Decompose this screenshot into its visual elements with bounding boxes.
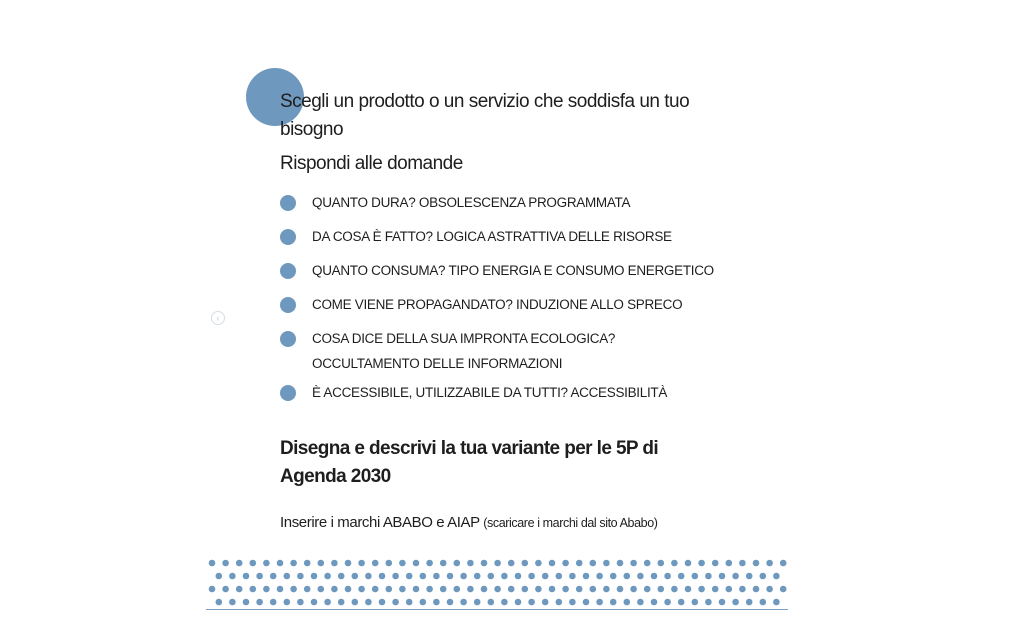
- pattern-dot: [644, 586, 651, 593]
- pattern-dot: [528, 599, 535, 606]
- pattern-dot: [433, 573, 440, 580]
- pattern-dot: [664, 599, 671, 606]
- pattern-dot: [311, 599, 318, 606]
- pattern-dot: [216, 573, 223, 580]
- pattern-dot: [474, 599, 481, 606]
- list-item: [280, 326, 672, 376]
- note-main: Inserire i marchi ABABO e AIAP: [280, 514, 484, 531]
- pattern-dot: [352, 573, 359, 580]
- pattern-dot: [263, 586, 270, 593]
- pattern-dot: [508, 560, 515, 567]
- pattern-dot: [447, 573, 454, 580]
- pattern-dot: [590, 560, 597, 567]
- pattern-dot: [440, 586, 447, 593]
- pattern-dot: [644, 560, 651, 567]
- pattern-dot: [569, 573, 576, 580]
- pattern-dot: [481, 586, 488, 593]
- pattern-dot: [406, 573, 413, 580]
- pattern-dot: [698, 586, 705, 593]
- pattern-dot: [440, 560, 447, 567]
- divider: [206, 609, 788, 610]
- pattern-dot: [236, 586, 243, 593]
- answer-text: TIPO ENERGIA E CONSUMO ENERGETICO: [445, 263, 714, 278]
- answer-text: OBSOLESCENZA PROGRAMMATA: [415, 195, 631, 210]
- pattern-dot: [515, 573, 522, 580]
- subtitle: Rispondi alle domande: [280, 153, 463, 174]
- pattern-dot: [494, 560, 501, 567]
- pattern-dot: [250, 586, 257, 593]
- pattern-dot: [685, 560, 692, 567]
- pattern-dot: [780, 586, 787, 593]
- pattern-dot: [284, 599, 291, 606]
- answer-text: LOGICA ASTRATTIVA DELLE RISORSE: [432, 229, 672, 244]
- bullet-icon: [280, 263, 296, 279]
- list-item: [280, 190, 760, 215]
- pattern-dot: [549, 560, 556, 567]
- question-text: QUANTO DURA?: [312, 195, 416, 210]
- pattern-dot: [222, 586, 229, 593]
- pattern-dot: [698, 560, 705, 567]
- pattern-dot: [460, 599, 467, 606]
- pattern-dot: [773, 599, 780, 606]
- pattern-dot: [386, 586, 393, 593]
- pattern-dot: [624, 573, 631, 580]
- page-title: Scegli un prodotto o un servizio che soddisfa un tuo bisogno: [280, 91, 690, 140]
- list-item: [280, 224, 760, 249]
- pattern-dot: [454, 560, 461, 567]
- pattern-dot: [590, 586, 597, 593]
- pattern-dot: [569, 599, 576, 606]
- pattern-dot: [338, 599, 345, 606]
- pattern-dot: [760, 599, 767, 606]
- pattern-dot: [501, 599, 508, 606]
- bullet-icon: [280, 297, 296, 313]
- pattern-dot: [678, 573, 685, 580]
- answer-text: OCCULTAMENTO DELLE INFORMAZIONI: [312, 356, 563, 371]
- list-item: [280, 292, 760, 317]
- pattern-dot: [671, 586, 678, 593]
- note-small: (scaricare i marchi dal sito Ababo): [483, 516, 658, 530]
- pattern-dot: [610, 573, 617, 580]
- pattern-dot: [209, 586, 216, 593]
- pattern-dot: [746, 599, 753, 606]
- question-text: È ACCESSIBILE, UTILIZZABILE DA TUTTI?: [312, 385, 568, 400]
- pattern-dot: [596, 573, 603, 580]
- bullet-icon: [280, 385, 296, 401]
- pattern-dot: [399, 560, 406, 567]
- pattern-dot: [488, 599, 495, 606]
- pattern-dot: [379, 573, 386, 580]
- pattern-dot: [229, 599, 236, 606]
- pattern-dot: [297, 573, 304, 580]
- pattern-dot: [692, 599, 699, 606]
- note-text: [280, 511, 658, 535]
- pattern-dot: [651, 599, 658, 606]
- pattern-dot: [338, 573, 345, 580]
- pattern-dot: [406, 599, 413, 606]
- pattern-dot: [562, 586, 569, 593]
- pattern-dot: [250, 560, 257, 567]
- pattern-dot: [603, 586, 610, 593]
- dots-pattern: [206, 557, 788, 607]
- pattern-dot: [433, 599, 440, 606]
- pattern-dot: [318, 560, 325, 567]
- pattern-dot: [753, 586, 760, 593]
- pattern-dot: [318, 586, 325, 593]
- pattern-dot: [447, 599, 454, 606]
- pattern-dot: [556, 599, 563, 606]
- pattern-dot: [664, 573, 671, 580]
- pattern-dot: [413, 560, 420, 567]
- pattern-dot: [637, 599, 644, 606]
- pattern-dot: [739, 560, 746, 567]
- question-text: COME VIENE PROPAGANDATO?: [312, 297, 513, 312]
- pattern-dot: [358, 586, 365, 593]
- pattern-dot: [311, 573, 318, 580]
- pattern-dot: [712, 586, 719, 593]
- pattern-dot: [773, 573, 780, 580]
- pattern-dot: [263, 560, 270, 567]
- pattern-dot: [760, 573, 767, 580]
- pattern-dot: [372, 586, 379, 593]
- pattern-dot: [256, 573, 263, 580]
- pattern-dot: [780, 560, 787, 567]
- pattern-dot: [290, 586, 297, 593]
- pattern-dot: [358, 560, 365, 567]
- pattern-dot: [522, 560, 529, 567]
- pattern-dot: [739, 586, 746, 593]
- pattern-dot: [454, 586, 461, 593]
- pattern-dot: [474, 573, 481, 580]
- pattern-dot: [542, 573, 549, 580]
- pattern-dot: [705, 573, 712, 580]
- pattern-dot: [678, 599, 685, 606]
- pattern-dot: [426, 560, 433, 567]
- list-item: [280, 258, 760, 283]
- pattern-dot: [562, 560, 569, 567]
- pattern-dot: [583, 599, 590, 606]
- pattern-dot: [732, 599, 739, 606]
- pattern-dot: [345, 560, 352, 567]
- pattern-dot: [426, 586, 433, 593]
- pattern-dot: [284, 573, 291, 580]
- pattern-dot: [304, 560, 311, 567]
- pattern-dot: [270, 573, 277, 580]
- pattern-dot: [535, 560, 542, 567]
- pattern-dot: [256, 599, 263, 606]
- pattern-dot: [420, 573, 427, 580]
- pattern-dot: [331, 560, 338, 567]
- pattern-dot: [658, 586, 665, 593]
- pattern-dot: [766, 560, 773, 567]
- pattern-dot: [617, 560, 624, 567]
- bullet-icon: [280, 331, 296, 347]
- pattern-dot: [746, 573, 753, 580]
- pattern-dot: [630, 586, 637, 593]
- answer-text: ACCESSIBILITÀ: [567, 385, 668, 400]
- pattern-dot: [345, 586, 352, 593]
- pattern-dot: [229, 573, 236, 580]
- pattern-dot: [216, 599, 223, 606]
- pattern-dot: [719, 599, 726, 606]
- pattern-dot: [726, 586, 733, 593]
- pattern-dot: [324, 599, 331, 606]
- pattern-dot: [331, 586, 338, 593]
- pattern-dot: [522, 586, 529, 593]
- pattern-dot: [528, 573, 535, 580]
- pattern-dot: [494, 586, 501, 593]
- pattern-dot: [467, 586, 474, 593]
- pattern-dot: [460, 573, 467, 580]
- pattern-dot: [392, 599, 399, 606]
- pattern-dot: [617, 586, 624, 593]
- pattern-dot: [209, 560, 216, 567]
- pattern-dot: [603, 560, 610, 567]
- pattern-dot: [712, 560, 719, 567]
- pattern-dot: [556, 573, 563, 580]
- prev-slide-arrow-icon[interactable]: ‹: [211, 311, 225, 325]
- pattern-dot: [372, 560, 379, 567]
- pattern-dot: [365, 573, 372, 580]
- pattern-dot: [671, 560, 678, 567]
- pattern-dot: [508, 586, 515, 593]
- pattern-dot: [290, 560, 297, 567]
- pattern-dot: [277, 560, 284, 567]
- pattern-dot: [399, 586, 406, 593]
- pattern-dot: [277, 586, 284, 593]
- pattern-dot: [766, 586, 773, 593]
- answer-text: INDUZIONE ALLO SPRECO: [512, 297, 683, 312]
- pattern-dot: [596, 599, 603, 606]
- pattern-dot: [549, 586, 556, 593]
- pattern-dot: [637, 573, 644, 580]
- question-text: COSA DICE DELLA SUA IMPRONTA ECOLOGICA?: [312, 331, 616, 346]
- pattern-dot: [481, 560, 488, 567]
- pattern-dot: [610, 599, 617, 606]
- pattern-dot: [222, 560, 229, 567]
- bullet-icon: [280, 195, 296, 211]
- pattern-dot: [392, 573, 399, 580]
- pattern-dot: [726, 560, 733, 567]
- pattern-dot: [270, 599, 277, 606]
- pattern-dot: [576, 586, 583, 593]
- pattern-dot: [542, 599, 549, 606]
- pattern-dot: [467, 560, 474, 567]
- question-text: DA COSA È FATTO?: [312, 229, 433, 244]
- list-item: [280, 380, 760, 405]
- pattern-dot: [624, 599, 631, 606]
- pattern-dot: [630, 560, 637, 567]
- questions-list: [280, 190, 760, 414]
- pattern-dot: [352, 599, 359, 606]
- pattern-dot: [501, 573, 508, 580]
- bullet-icon: [280, 229, 296, 245]
- pattern-dot: [413, 586, 420, 593]
- pattern-dot: [685, 586, 692, 593]
- pattern-dot: [420, 599, 427, 606]
- pattern-dot: [304, 586, 311, 593]
- pattern-dot: [243, 599, 250, 606]
- section-heading: Disegna e descrivi la tua variante per le 5P di Agenda 2030: [280, 438, 659, 487]
- pattern-dot: [386, 560, 393, 567]
- pattern-dot: [324, 573, 331, 580]
- pattern-dot: [658, 560, 665, 567]
- pattern-dot: [365, 599, 372, 606]
- pattern-dot: [488, 573, 495, 580]
- question-text: QUANTO CONSUMA?: [312, 263, 446, 278]
- pattern-dot: [692, 573, 699, 580]
- pattern-dot: [243, 573, 250, 580]
- pattern-dot: [753, 560, 760, 567]
- pattern-dot: [705, 599, 712, 606]
- pattern-dot: [297, 599, 304, 606]
- pattern-dot: [576, 560, 583, 567]
- pattern-dot: [535, 586, 542, 593]
- pattern-dot: [719, 573, 726, 580]
- pattern-dot: [379, 599, 386, 606]
- pattern-dot: [651, 573, 658, 580]
- pattern-dot: [583, 573, 590, 580]
- pattern-dot: [236, 560, 243, 567]
- pattern-dot: [732, 573, 739, 580]
- pattern-dot: [515, 599, 522, 606]
